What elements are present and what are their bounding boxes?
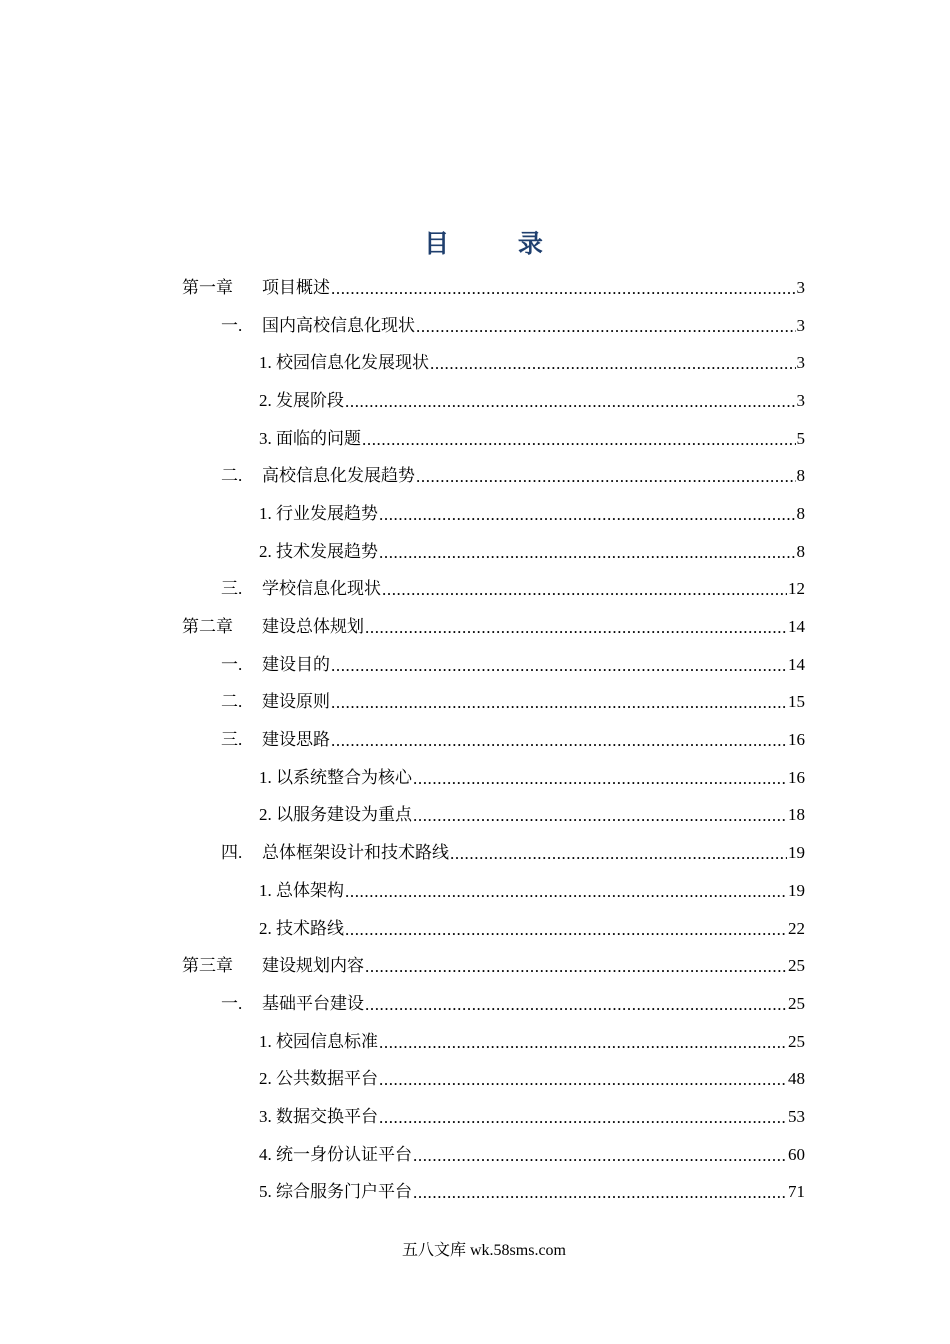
toc-entry-number: 第三章 [182, 956, 233, 976]
toc-page-number: 19 [788, 843, 805, 863]
toc-dot-leader [365, 618, 787, 638]
toc-entry[interactable] [0, 721, 950, 759]
toc-entry-text: 基础平台建设 [262, 993, 364, 1013]
toc-page-number: 19 [788, 880, 805, 900]
toc-page-number: 8 [796, 541, 805, 561]
toc-entry-text: 高校信息化发展趋势 [262, 466, 415, 486]
toc-dot-leader [345, 882, 787, 902]
toc-entry[interactable] [0, 420, 950, 458]
toc-page-number: 25 [788, 1031, 805, 1051]
toc-entry-text: 项目概述 [262, 277, 330, 297]
toc-page-number: 22 [788, 918, 805, 938]
toc-entry[interactable] [0, 344, 950, 382]
toc-entry-text: 建设思路 [262, 730, 330, 750]
toc-dot-leader [379, 1108, 787, 1128]
toc-dot-leader [362, 430, 796, 450]
toc-dot-leader [416, 467, 796, 487]
toc-entry-text: 5. 综合服务门户平台 [259, 1182, 412, 1202]
toc-dot-leader [379, 543, 796, 563]
toc-entry-number: 三. [221, 579, 243, 599]
toc-page-number: 3 [796, 315, 805, 335]
toc-page-number: 16 [788, 730, 805, 750]
toc-page-number: 18 [788, 805, 805, 825]
toc-list [0, 269, 950, 1211]
toc-entry[interactable] [0, 495, 950, 533]
toc-page-number: 12 [788, 579, 805, 599]
toc-entry[interactable] [0, 947, 950, 985]
toc-entry-number: 一. [221, 654, 243, 674]
toc-dot-leader [365, 957, 787, 977]
toc-dot-leader [413, 769, 787, 789]
toc-page-number: 3 [796, 390, 805, 410]
toc-entry[interactable] [0, 985, 950, 1023]
toc-entry-text: 2. 发展阶段 [259, 390, 344, 410]
toc-page-number: 53 [788, 1106, 805, 1126]
toc-entry-text: 1. 总体架构 [259, 880, 344, 900]
toc-dot-leader [379, 1070, 787, 1090]
toc-entry-text: 总体框架设计和技术路线 [262, 843, 449, 863]
toc-entry[interactable] [0, 269, 950, 307]
toc-entry-text: 4. 统一身份认证平台 [259, 1144, 412, 1164]
toc-entry-number: 四. [221, 843, 243, 863]
toc-dot-leader [345, 920, 787, 940]
toc-entry-text: 1. 以系统整合为核心 [259, 767, 412, 787]
toc-dot-leader [413, 1183, 787, 1203]
toc-entry-number: 第一章 [182, 277, 233, 297]
toc-entry-text: 建设目的 [262, 654, 330, 674]
toc-title: 目 录 [424, 229, 573, 258]
toc-dot-leader [331, 656, 787, 676]
toc-entry-number: 三. [221, 730, 243, 750]
toc-page-number: 25 [788, 993, 805, 1013]
toc-entry-text: 建设规划内容 [262, 956, 364, 976]
toc-page-number: 71 [788, 1182, 805, 1202]
toc-dot-leader [430, 354, 796, 374]
toc-dot-leader [382, 580, 787, 600]
toc-dot-leader [413, 806, 787, 826]
toc-entry-text: 3. 数据交换平台 [259, 1106, 378, 1126]
toc-entry-text: 国内高校信息化现状 [262, 315, 415, 335]
toc-entry-text: 3. 面临的问题 [259, 428, 361, 448]
toc-page-number: 14 [788, 617, 805, 637]
toc-entry-text: 2. 技术发展趋势 [259, 541, 378, 561]
toc-entry[interactable] [0, 910, 950, 948]
toc-dot-leader [331, 279, 796, 299]
toc-entry[interactable] [0, 533, 950, 571]
toc-entry-number: 一. [221, 993, 243, 1013]
toc-entry[interactable] [0, 759, 950, 797]
toc-entry[interactable] [0, 382, 950, 420]
toc-entry-text: 2. 公共数据平台 [259, 1069, 378, 1089]
toc-entry[interactable] [0, 1060, 950, 1098]
toc-entry[interactable] [0, 872, 950, 910]
toc-entry-text: 学校信息化现状 [262, 579, 381, 599]
toc-entry-text: 1. 校园信息标准 [259, 1031, 378, 1051]
toc-page-number: 14 [788, 654, 805, 674]
toc-entry-number: 第二章 [182, 617, 233, 637]
toc-entry[interactable] [0, 797, 950, 835]
toc-entry-text: 建设总体规划 [262, 617, 364, 637]
toc-page-number: 5 [796, 428, 805, 448]
toc-page-number: 48 [788, 1069, 805, 1089]
toc-dot-leader [331, 731, 787, 751]
toc-entry[interactable] [0, 1174, 950, 1212]
toc-entry[interactable] [0, 307, 950, 345]
toc-entry[interactable] [0, 1098, 950, 1136]
toc-entry-text: 2. 以服务建设为重点 [259, 805, 412, 825]
toc-entry-number: 一. [221, 315, 243, 335]
toc-entry[interactable] [0, 834, 950, 872]
toc-entry[interactable] [0, 1136, 950, 1174]
toc-page-number: 3 [796, 353, 805, 373]
toc-entry[interactable] [0, 646, 950, 684]
toc-page-number: 3 [796, 277, 805, 297]
toc-entry-text: 建设原则 [262, 692, 330, 712]
toc-page-number: 8 [796, 503, 805, 523]
toc-entry-number: 二. [221, 692, 243, 712]
toc-dot-leader [365, 995, 787, 1015]
toc-dot-leader [379, 505, 796, 525]
toc-dot-leader [345, 392, 796, 412]
toc-page-number: 15 [788, 692, 805, 712]
toc-entry-text: 2. 技术路线 [259, 918, 344, 938]
toc-entry-text: 1. 校园信息化发展现状 [259, 353, 429, 373]
toc-dot-leader [331, 693, 787, 713]
toc-entry-text: 1. 行业发展趋势 [259, 503, 378, 523]
toc-entry[interactable] [0, 571, 950, 609]
toc-dot-leader [379, 1033, 787, 1053]
toc-dot-leader [416, 317, 796, 337]
toc-dot-leader [413, 1146, 787, 1166]
footer-watermark: 五八文库 wk.58sms.com [401, 1242, 566, 1259]
toc-entry[interactable] [0, 1023, 950, 1061]
toc-page-number: 8 [796, 466, 805, 486]
toc-entry[interactable] [0, 684, 950, 722]
toc-page-number: 60 [788, 1144, 805, 1164]
toc-entry[interactable] [0, 457, 950, 495]
toc-dot-leader [450, 844, 787, 864]
toc-entry[interactable] [0, 608, 950, 646]
toc-entry-number: 二. [221, 466, 243, 486]
toc-page-number: 16 [788, 767, 805, 787]
toc-page-number: 25 [788, 956, 805, 976]
